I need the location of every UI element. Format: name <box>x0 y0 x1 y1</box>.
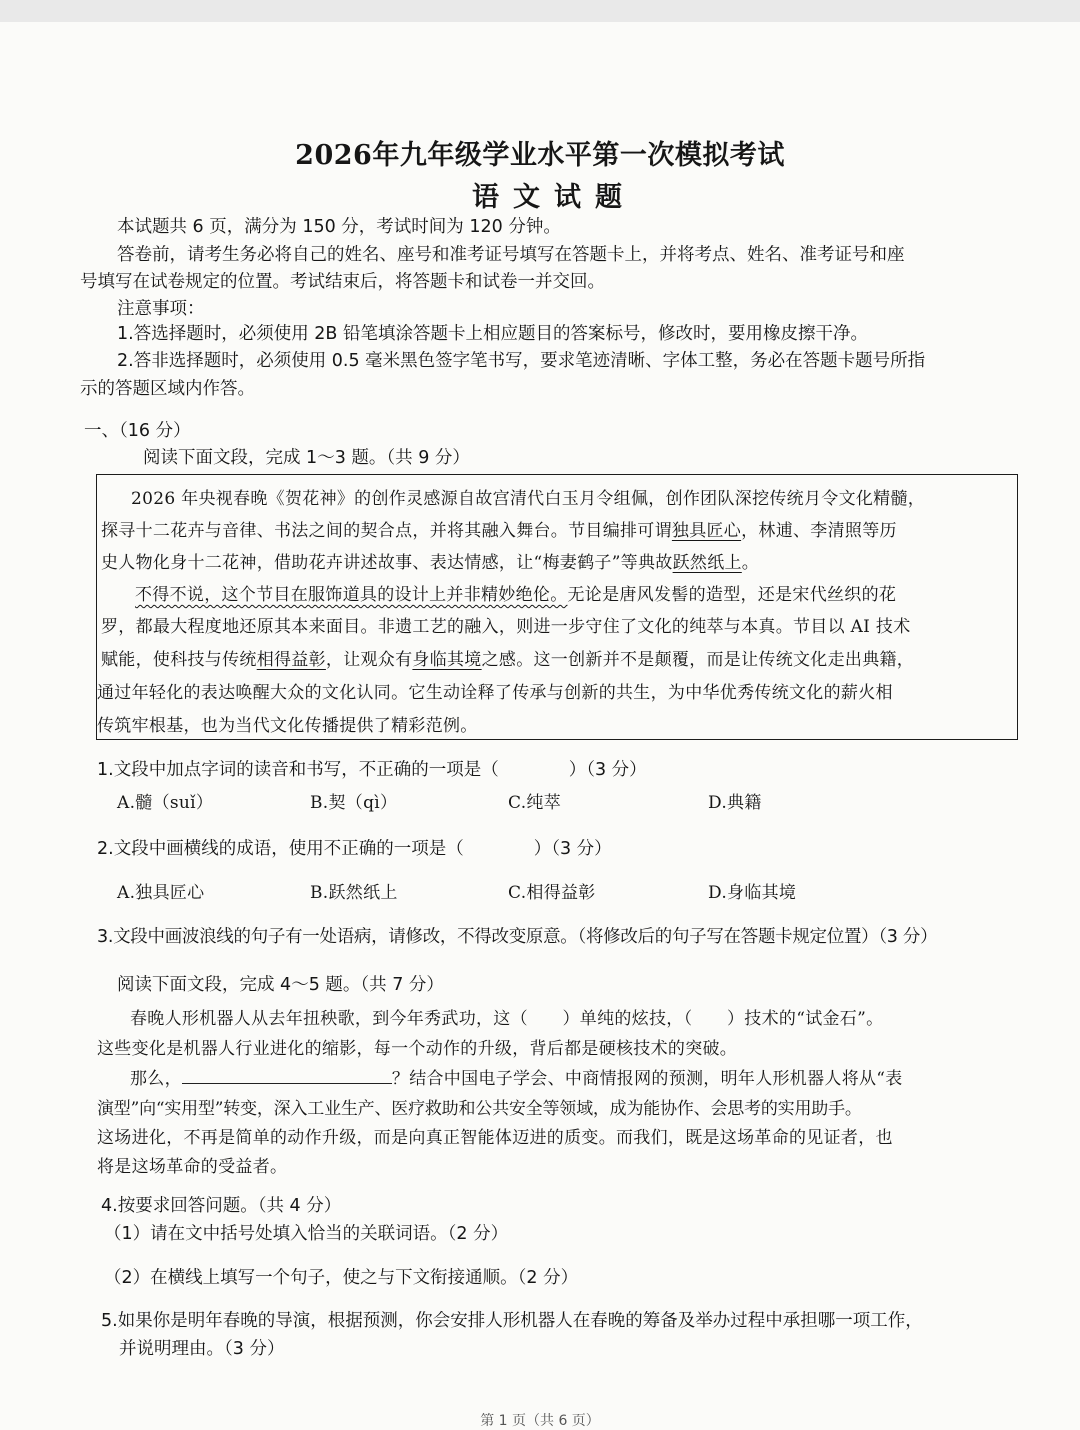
passage-1-line-5: 罗，都最大程度地还原其本来面目。非遗工艺的融入，则进一步守住了文化的纯萃与本真。节目以 AI 技术 <box>101 617 911 637</box>
passage-1-line-7: 通过年轻化的表达唤醒大众的文化认同。它生动诠释了传承与创新的共生，为中华优秀传统文化的薪火相 <box>97 683 893 703</box>
note-2-line-1: 2.答非选择题时，必须使用 0.5 毫米黑色签字笔书写，要求笔迹清晰、字体工整，务必在答题卡题号所指 <box>117 351 926 371</box>
reading-2-prompt: 阅读下面文段，完成 4～5 题。（共 7 分） <box>117 975 444 995</box>
q2-option-a: A.独具匠心 <box>117 883 205 903</box>
reading-1-prompt: 阅读下面文段，完成 1～3 题。（共 9 分） <box>143 448 470 468</box>
passage-1-line-8: 传筑牢根基，也为当代文化传播提供了精彩范例。 <box>97 716 478 736</box>
question-5-line-2: 并说明理由。（3 分） <box>119 1339 285 1359</box>
passage-2-line-1: 春晚人形机器人从去年扭秧歌，到今年秀武功，这（ ）单纯的炫技，（ ）技术的“试金石”。 <box>130 1009 884 1029</box>
passage-1-line-1: 2026 年央视春晚《贺花神》的创作灵感源自故宫清代白玉月令组佩，创作团队深挖传统月令文化精髓， <box>131 489 926 509</box>
scan-top-edge <box>0 0 1080 22</box>
passage-2-line-5: 这场进化，不再是简单的动作升级，而是向真正智能体迈进的质变。而我们，既是这场革命的见证者，也 <box>97 1128 893 1148</box>
passage-1-line-3: 史人物化身十二花神，借助花卉讲述故事、表达情感，让“梅妻鹤子”等典故跃然纸上。 <box>101 553 760 573</box>
question-5-line-1: 5.如果你是明年春晚的导演，根据预测，你会安排人形机器人在春晚的筹备及举办过程中承担哪一项工作， <box>101 1311 923 1331</box>
question-1-stem: 1.文段中加点字词的读音和书写，不正确的一项是（ ）（3 分） <box>97 760 647 780</box>
underlined-idiom-4: 身临其境 <box>412 650 482 670</box>
passage-1-line-2: 探寻十二花卉与音律、书法之间的契合点，并将其融入舞台。节目编排可谓独具匠心，林逋、李清照等历 <box>101 521 897 541</box>
q2-option-d: D.身临其境 <box>708 883 797 903</box>
fill-in-blank-line <box>182 1067 392 1084</box>
underlined-idiom-3: 相得益彰 <box>256 650 326 670</box>
underlined-idiom-2: 跃然纸上 <box>672 553 742 573</box>
question-4-part-2: （2）在横线上填写一个句子，使之与下文衔接通顺。（2 分） <box>104 1268 579 1288</box>
passage-1-line-6: 赋能，使科技与传统相得益彰，让观众有身临其境之感。这一创新并不是颠覆，而是让传统文化走出典籍， <box>101 650 915 670</box>
instruction-line-1: 本试题共 6 页，满分为 150 分，考试时间为 120 分钟。 <box>117 217 561 237</box>
q1-option-c: C.纯萃 <box>508 793 562 813</box>
note-2-line-2: 示的答题区域内作答。 <box>80 379 255 399</box>
q2-option-b: B.跃然纸上 <box>310 883 398 903</box>
question-4-stem: 4.按要求回答问题。（共 4 分） <box>101 1196 342 1216</box>
q1-option-a: A.髓（suǐ） <box>117 793 214 813</box>
question-2-stem: 2.文段中画横线的成语，使用不正确的一项是（ ）（3 分） <box>97 839 612 859</box>
underlined-idiom-1: 独具匠心 <box>671 521 742 541</box>
q1-option-b: B.契（qì） <box>310 793 398 813</box>
passage-1-line-4: 不得不说，这个节目在服饰道具的设计上并非精妙绝伦。无论是唐风发髻的造型，还是宋代丝织的花 <box>135 585 897 605</box>
instruction-line-2: 答卷前，请考生务必将自己的姓名、座号和准考证号填写在答题卡上，并将考点、姓名、准考证号和座 <box>117 245 905 265</box>
exam-title: 2026年九年级学业水平第一次模拟考试 <box>295 140 785 171</box>
passage-2-line-3: 那么， ？结合中国电子学会、中商情报网的预测，明年人形机器人将从“表 <box>130 1069 903 1089</box>
page-footer: 第 1 页（共 6 页） <box>480 1413 600 1429</box>
question-4-part-1: （1）请在文中括号处填入恰当的关联词语。（2 分） <box>104 1224 509 1244</box>
section-heading: 一、（16 分） <box>84 421 191 441</box>
wavy-underlined-sentence: 不得不说，这个节目在服饰道具的设计上并非精妙绝伦。 <box>135 585 568 605</box>
question-3-stem: 3.文段中画波浪线的句子有一处语病，请修改，不得改变原意。（将修改后的句子写在答题卡规定位置）（3 分） <box>97 927 938 947</box>
instruction-line-3: 号填写在试卷规定的位置。考试结束后，将答题卡和试卷一并交回。 <box>80 272 605 292</box>
passage-2-line-2: 这些变化是机器人行业进化的缩影，每一个动作的升级，背后都是硬核技术的突破。 <box>97 1039 738 1059</box>
notes-title: 注意事项： <box>117 299 205 319</box>
q1-option-d: D.典籍 <box>708 793 762 813</box>
subject-title: 语文试题 <box>472 182 636 213</box>
note-1: 1.答选择题时，必须使用 2B 铅笔填涂答题卡上相应题目的答案标号，修改时，要用橡皮擦干净。 <box>117 324 868 344</box>
passage-2-line-4: 演型”向“实用型”转变，深入工业生产、医疗救助和公共安全等领域，成为能协作、会思考的实用助手。 <box>97 1099 862 1119</box>
q2-option-c: C.相得益彰 <box>508 883 596 903</box>
passage-2-line-6: 将是这场革命的受益者。 <box>97 1157 288 1177</box>
